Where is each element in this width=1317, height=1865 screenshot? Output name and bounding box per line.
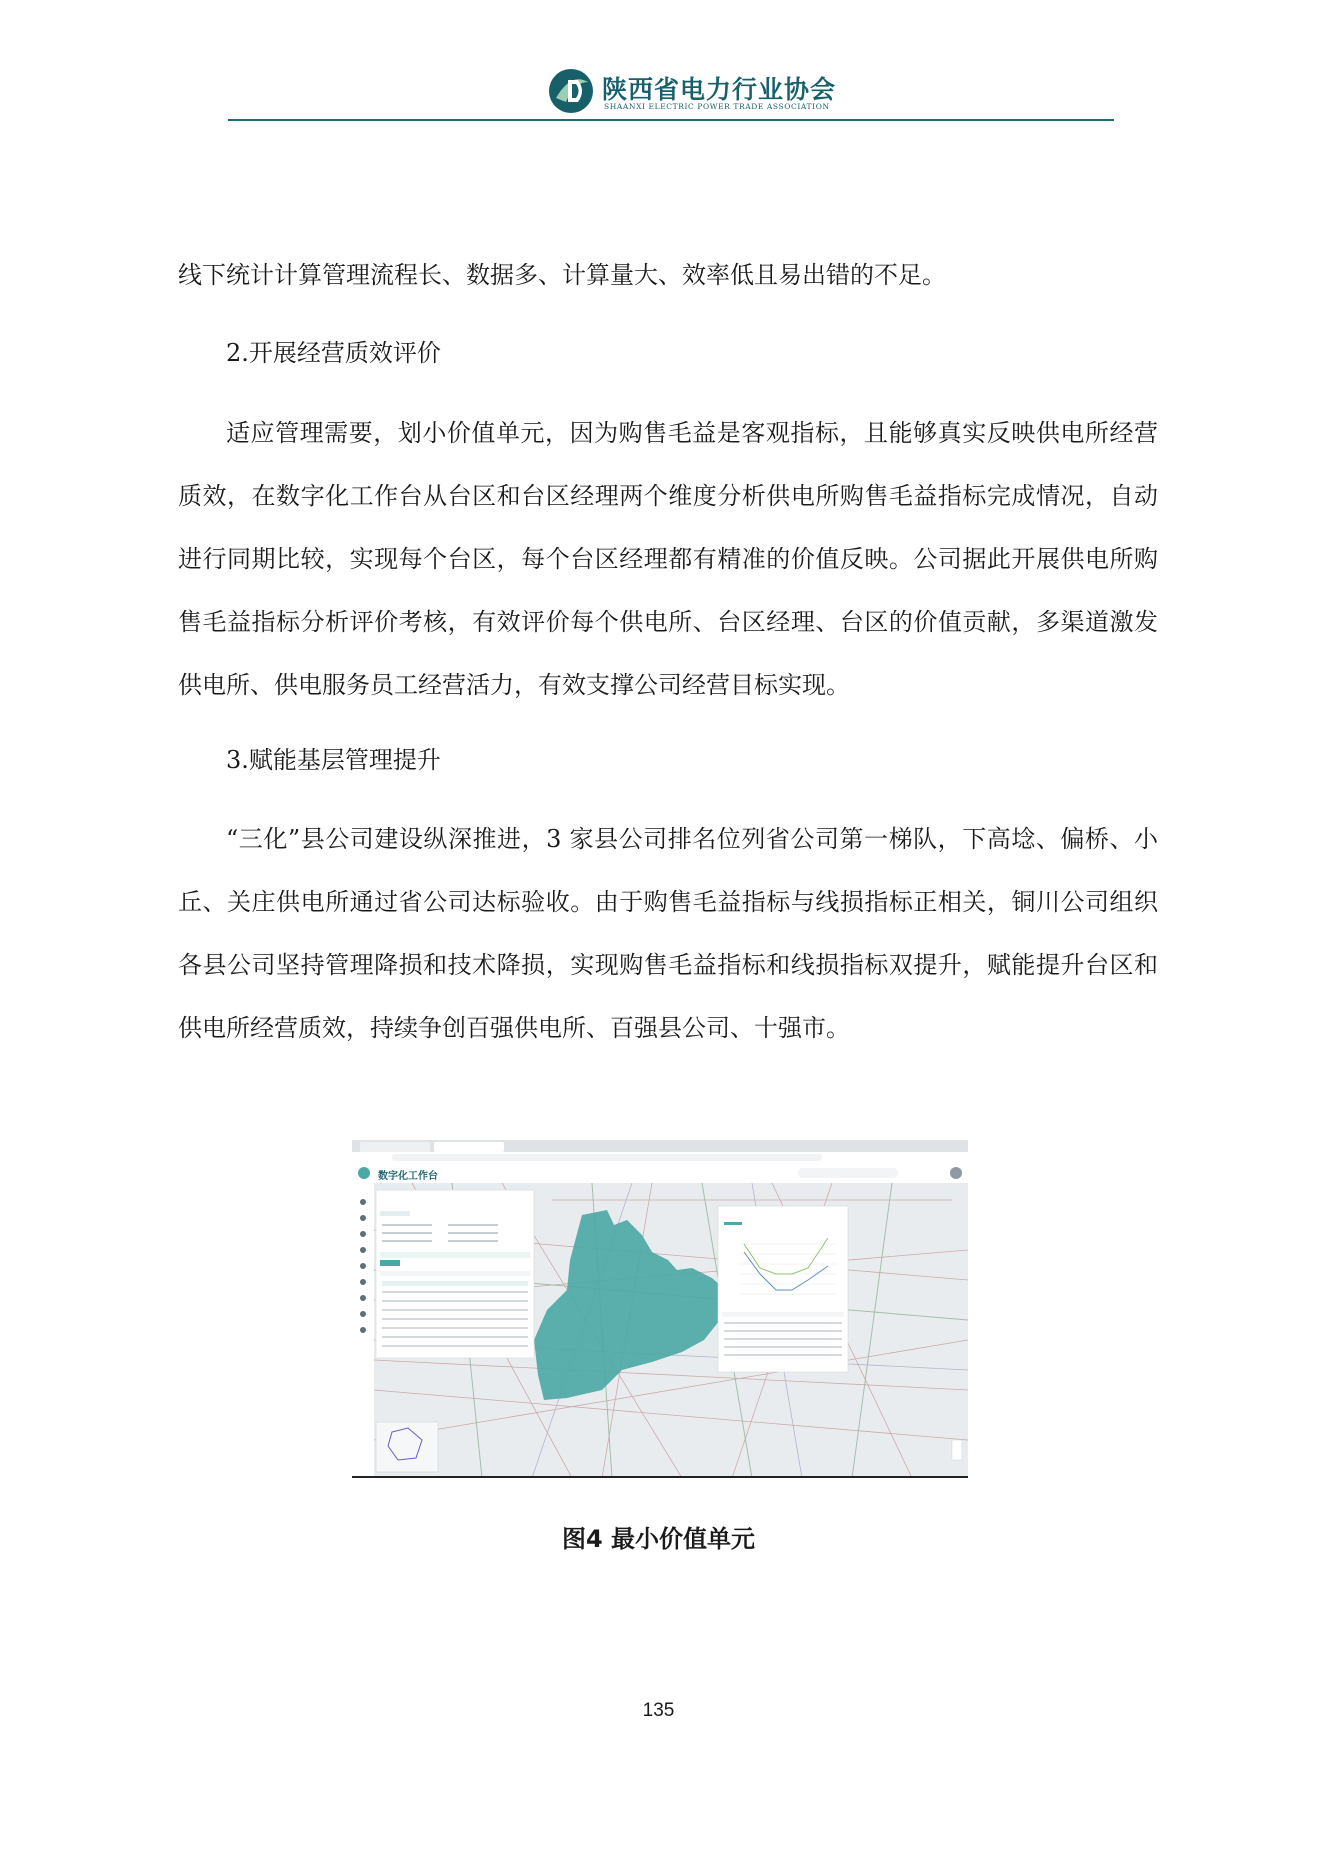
paragraph-continued: 线下统计计算管理流程长、数据多、计算量大、效率低且易出错的不足。 (178, 261, 946, 289)
page-header (228, 64, 1114, 122)
page-number: 135 (642, 1700, 675, 1721)
org-name: 陕西省电力行业协会 (602, 75, 837, 104)
paragraph-3: “三化”县公司建设纵深推进，3 家县公司排名位列省公司第一梯队，下高埝、偏桥、小丘、关庄供电所通过省公司达标验收。由于购售毛益指标与线损指标正相关，铜川公司组织各县公司坚持管理降损和技术降损，实现购售毛益指标和线损指标双提升，赋能提升台区和供电所经营质效，持续争创百强供电所、百强县公司、十强市。 (178, 825, 1158, 1042)
screenshot-graphic (352, 1140, 968, 1478)
section-heading-2: 2.开展经营质效评价 (226, 339, 441, 367)
app-title: 数字化工作台 (378, 1171, 438, 1182)
section-heading-3: 3.赋能基层管理提升 (226, 746, 441, 774)
org-name-en: SHAANXI ELECTRIC POWER TRADE ASSOCIATION (604, 102, 830, 111)
figure-caption: 图4 最小价值单元 (561, 1525, 756, 1553)
association-logo-icon (548, 68, 594, 114)
header-divider (228, 119, 1114, 121)
paragraph-2: 适应管理需要，划小价值单元，因为购售毛益是客观指标，且能够真实反映供电所经营质效，在数字化工作台从台区和台区经理两个维度分析供电所购售毛益指标完成情况，自动进行同期比较，实现每个台区，每个台区经理都有精准的价值反映。公司据此开展供电所购售毛益指标分析评价考核，有效评价每个供电所、台区经理、台区的价值贡献，多渠道激发供电所、供电服务员工经营活力，有效支撑公司经营目标实现。 (178, 419, 1158, 699)
digital-workbench-screenshot (352, 1140, 968, 1478)
